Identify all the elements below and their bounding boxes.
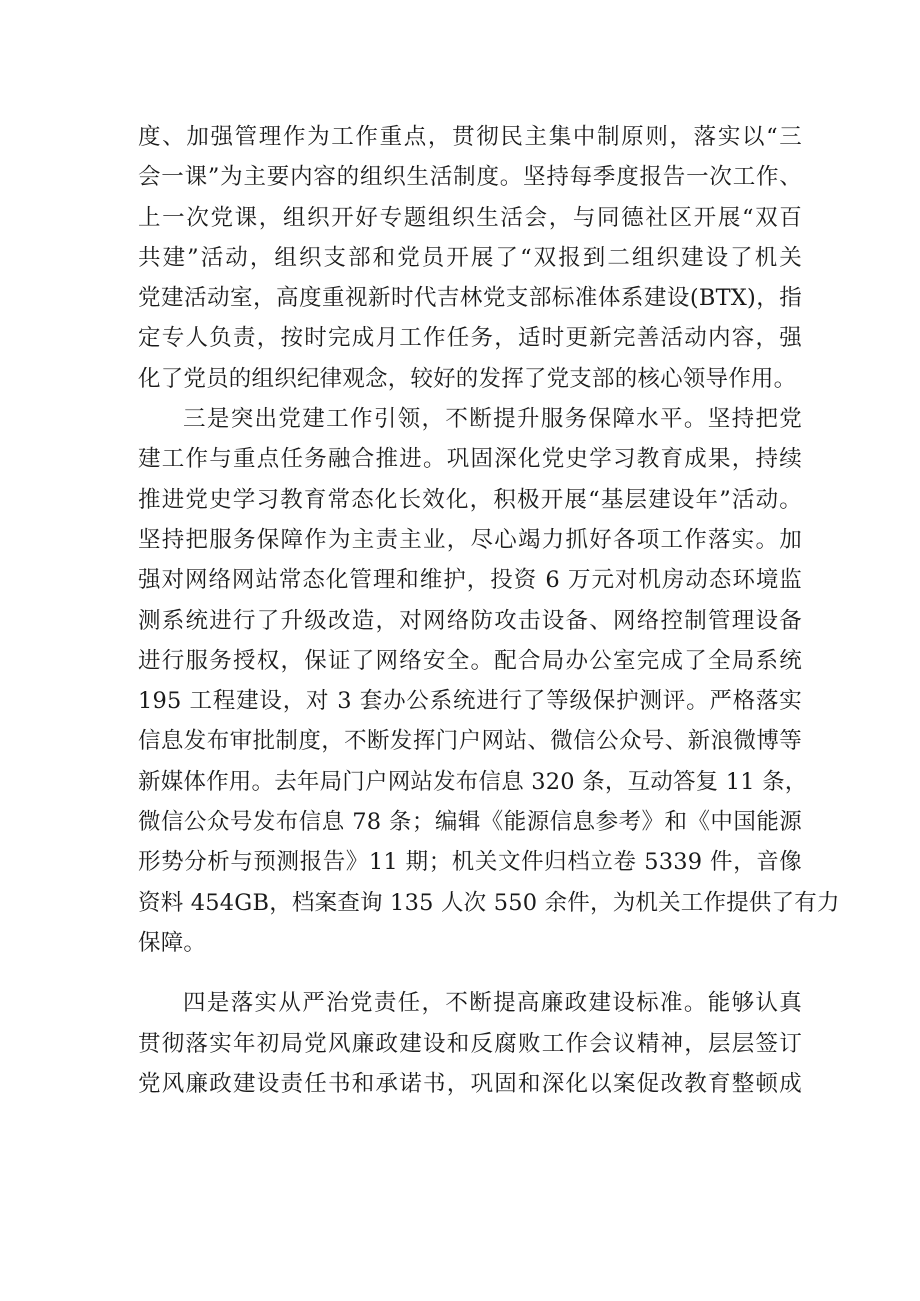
text-line: 强对网络网站常态化管理和维护，投资 6 万元对机房动态环境监: [138, 567, 802, 594]
text-line: 化了党员的组织纪律观念，较好的发挥了党支部的核心领导作用。: [138, 365, 797, 392]
text-line: 进行服务授权，保证了网络安全。配合局办公室完成了全局系统: [138, 647, 802, 674]
text-line: 共建”活动，组织支部和党员开展了“双报到二组织建设了机关: [138, 244, 802, 271]
paragraph-3: [138, 983, 802, 1104]
text-line: 195 工程建设，对 3 套办公系统进行了等级保护测评。严格落实: [138, 688, 802, 715]
text-line: 建工作与重点任务融合推进。巩固深化党史学习教育成果，持续: [138, 446, 802, 473]
document-body: [138, 117, 840, 1104]
text-line: 资料 454GB，档案查询 135 人次 550 余件，为机关工作提供了有力: [138, 889, 840, 916]
paragraph-spacer: [138, 963, 802, 983]
text-line: 形势分析与预测报告》11 期；机关文件归档立卷 5339 件，音像: [138, 849, 802, 876]
text-line: 贯彻落实年初局党风廉政建设和反腐败工作会议精神，层层签订: [138, 1030, 802, 1057]
text-line: 党建活动室，高度重视新时代吉林党支部标准体系建设(BTX)，指: [138, 285, 802, 312]
paragraph-1: [138, 117, 802, 399]
text-line: 党风廉政建设责任书和承诺书，巩固和深化以案促改教育整顿成: [138, 1070, 802, 1097]
text-line: 四是落实从严治党责任，不断提高廉政建设标准。能够认真: [183, 990, 802, 1017]
text-line: 新媒体作用。去年局门户网站发布信息 320 条，互动答复 11 条，: [138, 768, 808, 795]
text-line: 信息发布审批制度，不断发挥门户网站、微信公众号、新浪微博等: [138, 728, 802, 755]
text-line: 三是突出党建工作引领，不断提升服务保障水平。坚持把党: [183, 406, 802, 433]
text-line: 会一课”为主要内容的组织生活制度。坚持每季度报告一次工作、: [138, 164, 802, 191]
text-line: 推进党史学习教育常态化长效化，积极开展“基层建设年”活动。: [138, 486, 802, 513]
text-line: 坚持把服务保障作为主责主业，尽心竭力抓好各项工作落实。加: [138, 526, 802, 553]
text-line: 度、加强管理作为工作重点，贯彻民主集中制原则，落实以“三: [138, 124, 802, 150]
text-line: 保障。: [138, 929, 207, 956]
paragraph-2: [138, 399, 840, 963]
text-line: 微信公众号发布信息 78 条；编辑《能源信息参考》和《中国能源: [138, 809, 802, 836]
text-line: 定专人负责，按时完成月工作任务，适时更新完善活动内容，强: [138, 325, 802, 352]
text-line: 上一次党课，组织开好专题组织生活会，与同德社区开展“双百: [138, 204, 802, 231]
text-line: 测系统进行了升级改造，对网络防攻击设备、网络控制管理设备: [138, 607, 802, 634]
